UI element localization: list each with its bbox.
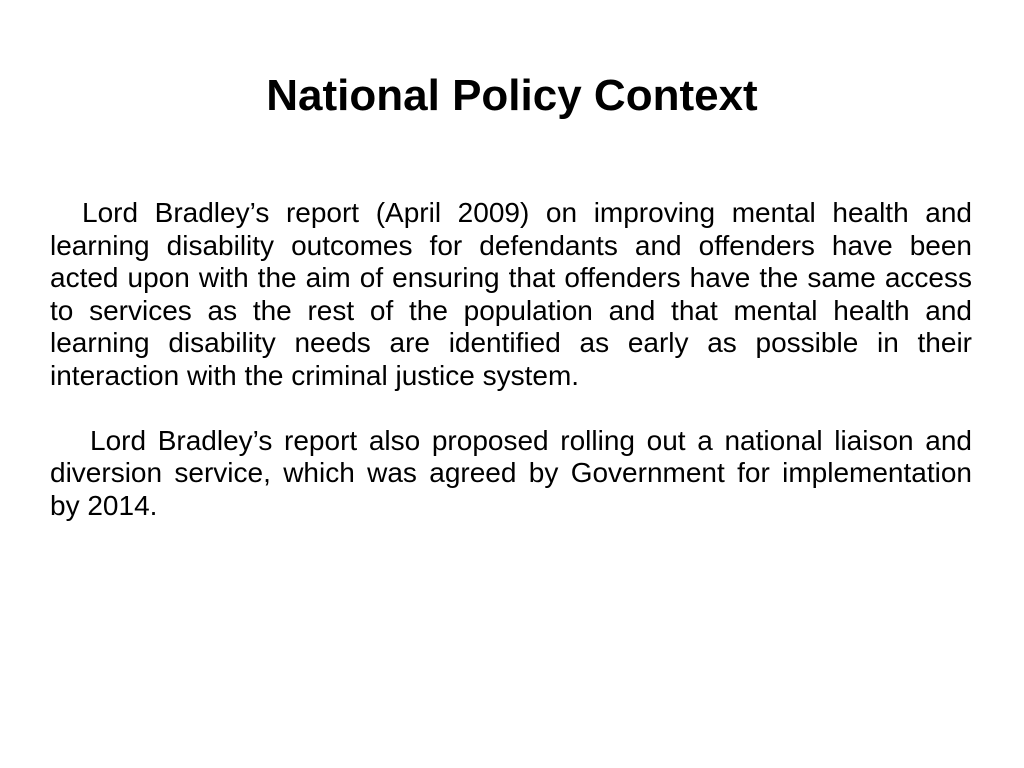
body-paragraph-2: Lord Bradley’s report also proposed rolling out a national liaison and diversion service, which was agreed by Government for implementation by 2014. [50, 424, 972, 521]
body-paragraph-1: Lord Bradley’s report (April 2009) on improving mental health and learning disability outcomes for defendants and offenders have been acted upon with the aim of ensuring that offenders have the same access to services as the rest of the population and that mental health and learning disability needs are identified as early as possible in their interaction with the criminal justice system. [50, 197, 972, 391]
slide-title: National Policy Context [266, 71, 758, 120]
slide-body [50, 197, 972, 522]
